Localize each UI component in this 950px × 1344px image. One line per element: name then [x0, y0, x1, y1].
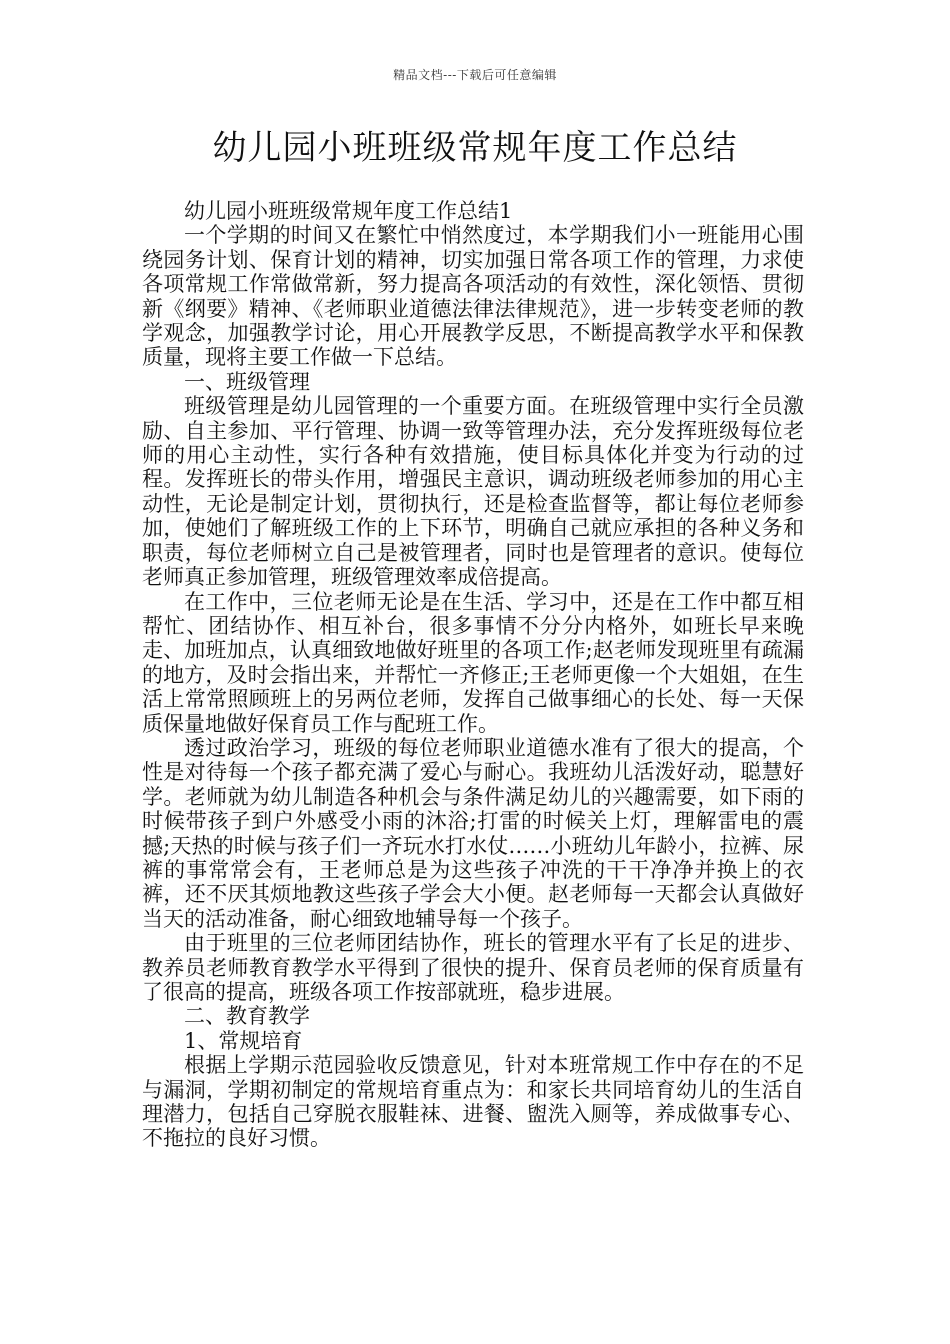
body-paragraph: 透过政治学习，班级的每位老师职业道德水准有了很大的提高，个性是对待每一个孩子都充满了爱心与耐心。我班幼儿活泼好动，聪慧好学。老师就为幼儿制造各种机会与条件满足幼儿的兴趣需要，如下雨的时候带孩子到户外感受小雨的沐浴;打雷的时候关上灯，理解雷电的震撼;天热的时候与孩子们一齐玩水打水仗……小班幼儿年龄小，拉裤、尿裤的事常常会有，王老师总是为这些孩子冲洗的干干净净并换上的衣裤，还不厌其烦地教这些孩子学会大小便。赵老师每一天都会认真做好当天的活动准备，耐心细致地辅导每一个孩子。 [142, 735, 804, 931]
document-title: 幼儿园小班班级常规年度工作总结 [212, 128, 738, 168]
body-paragraph: 班级管理是幼儿园管理的一个重要方面。在班级管理中实行全员激励、自主参加、平行管理、协调一致等管理办法，充分发挥班级每位老师的用心主动性，实行各种有效措施，使目标具体化并变为行动的过程。发挥班长的带头作用，增强民主意识，调动班级老师参加的用心主动性，无论是制定计划，贯彻执行，还是检查监督等，都让每位老师参加，使她们了解班级工作的上下环节，明确自己就应承担的各种义务和职责，每位老师树立自己是被管理者，同时也是管理者的意识。使每位老师真正参加管理，班级管理效率成倍提高。 [142, 394, 804, 590]
intro-paragraph: 一个学期的时间又在繁忙中悄然度过，本学期我们小一班能用心围绕园务计划、保育计划的精神，切实加强日常各项工作的管理，力求使各项常规工作常做常新，努力提高各项活动的有效性，深化领悟、贯彻新《纲要》精神、《老师职业道德法律法律规范》，进一步转变老师的教学观念，加强教学讨论，用心开展教学反思，不断提高教学水平和保教质量，现将主要工作做一下总结。 [142, 223, 804, 370]
subsection-heading-routine-training: 1、常规培育 [184, 1028, 303, 1053]
body-paragraph: 根据上学期示范园验收反馈意见，针对本班常规工作中存在的不足与漏洞，学期初制定的常规培育重点为：和家长共同培育幼儿的生活自理潜力，包括自己穿脱衣服鞋袜、进餐、盥洗入厕等，养成做事专心、不拖拉的良好习惯。 [142, 1053, 804, 1151]
subtitle-paragraph: 幼儿园小班班级常规年度工作总结1 [184, 199, 513, 223]
header-note: 精品文档---下载后可任意编辑 [393, 68, 557, 82]
section-heading-class-management: 一、班级管理 [184, 369, 310, 394]
document-body [142, 199, 804, 1151]
body-paragraph: 由于班里的三位老师团结协作，班长的管理水平有了长足的进步、教养员老师教育教学水平得到了很快的提升、保育员老师的保育质量有了很高的提高，班级各项工作按部就班，稳步进展。 [142, 931, 804, 1004]
body-paragraph: 在工作中，三位老师无论是在生活、学习中，还是在工作中都互相帮忙、团结协作、相互补台，很多事情不分分内格外，如班长早来晚走、加班加点，认真细致地做好班里的各项工作;赵老师发现班里有疏漏的地方，及时会指出来，并帮忙一齐修正;王老师更像一个大姐姐，在生活上常常照顾班上的另两位老师，发挥自己做事细心的长处、每一天保质保量地做好保育员工作与配班工作。 [142, 589, 804, 736]
section-heading-education-teaching: 二、教育教学 [184, 1004, 310, 1029]
